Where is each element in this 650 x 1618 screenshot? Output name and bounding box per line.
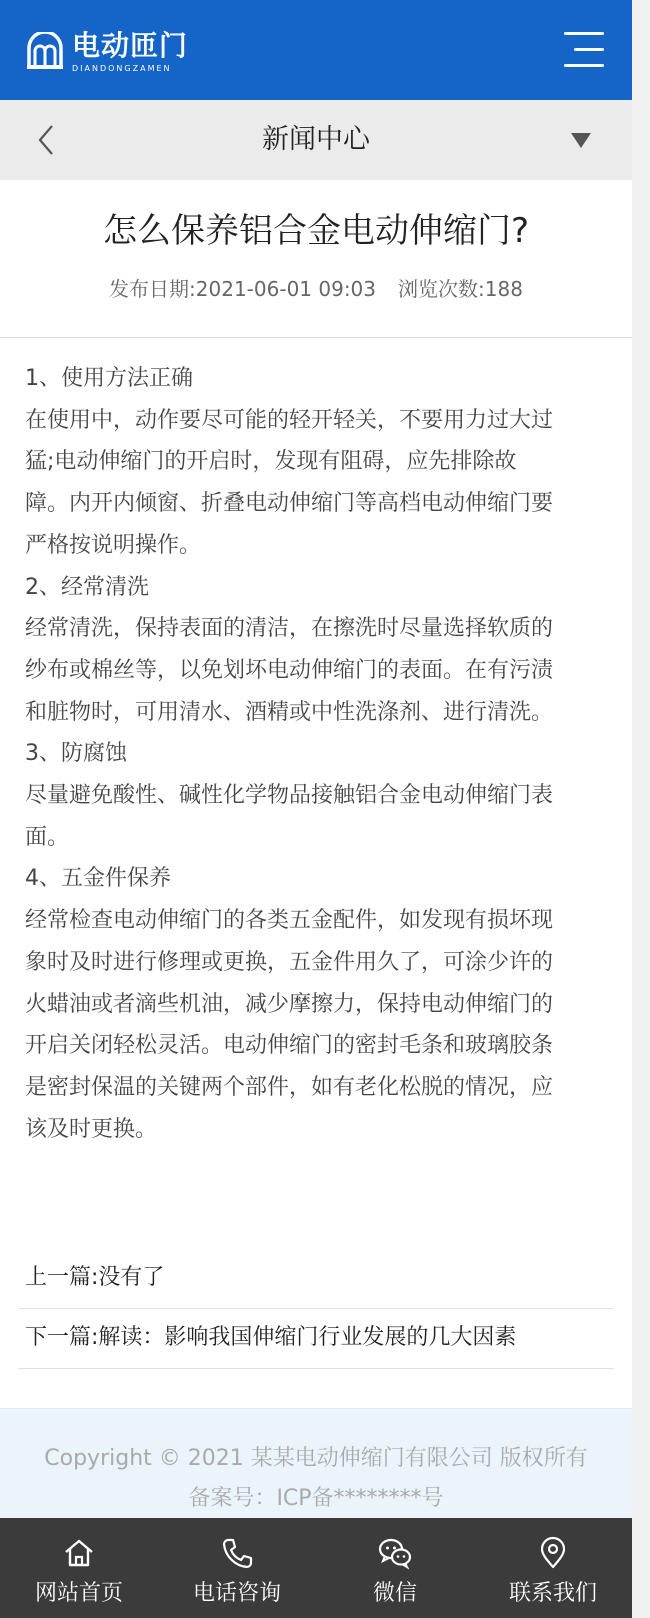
article-line: 纱布或棉丝等，以免划坏电动伸缩门的表面。在有污渍 bbox=[25, 657, 554, 683]
site-header bbox=[0, 0, 632, 100]
article-line: 火蜡油或者滴些机油，减少摩擦力，保持电动伸缩门的 bbox=[25, 991, 554, 1017]
logo[interactable] bbox=[26, 28, 188, 76]
nav-item-phone[interactable] bbox=[158, 1518, 316, 1618]
divider bbox=[0, 337, 632, 338]
article-line: 障。内开内倾窗、折叠电动伸缩门等高档电动伸缩门要 bbox=[25, 491, 554, 517]
nav-item-wechat[interactable] bbox=[316, 1518, 474, 1618]
article-line: 尽量避免酸性、碱性化学物品接触铝合金电动伸缩门表 bbox=[25, 783, 554, 809]
article-line: 3、防腐蚀 bbox=[25, 741, 127, 767]
phone-icon bbox=[220, 1536, 254, 1570]
article-line: 猛;电动伸缩门的开启时，发现有阻碍，应先排除故 bbox=[25, 449, 517, 475]
article-line: 该及时更换。 bbox=[25, 1116, 158, 1142]
prev-article-link[interactable] bbox=[18, 1248, 614, 1309]
triangle-down-icon[interactable] bbox=[568, 130, 594, 150]
nav-label: 联系我们 bbox=[508, 1581, 597, 1606]
copyright-text: Copyright © 2021 某某电动伸缩门有限公司 版权所有 bbox=[44, 1446, 588, 1471]
next-label: 下一篇: bbox=[25, 1325, 99, 1350]
section-title-bar bbox=[0, 100, 632, 180]
article-line: 4、五金件保养 bbox=[25, 866, 171, 892]
publish-date bbox=[109, 277, 376, 301]
article-line: 在使用中，动作要尽可能的轻开轻关，不要用力过大过 bbox=[25, 407, 554, 433]
logo-text: 电动匝门 bbox=[72, 29, 189, 62]
article-line: 2、经常清洗 bbox=[25, 574, 149, 600]
section-title: 新闻中心 bbox=[262, 124, 370, 155]
scrollbar[interactable] bbox=[632, 0, 650, 1618]
nav-label: 电话咨询 bbox=[192, 1581, 281, 1606]
prev-value: 没有了 bbox=[98, 1265, 165, 1290]
article-line: 严格按说明操作。 bbox=[25, 532, 202, 558]
bottom-nav bbox=[0, 1518, 632, 1618]
home-icon bbox=[62, 1536, 96, 1570]
article-line: 经常检查电动伸缩门的各类五金配件，如发现有损坏现 bbox=[25, 908, 554, 934]
view-count bbox=[398, 277, 523, 301]
next-value: 解读：影响我国伸缩门行业发展的几大因素 bbox=[98, 1325, 517, 1350]
article-line: 面。 bbox=[25, 824, 70, 850]
nav-label: 网站首页 bbox=[34, 1581, 123, 1606]
view-count-label: 浏览次数: bbox=[398, 277, 485, 301]
nav-item-contact[interactable] bbox=[474, 1518, 632, 1618]
next-article-link[interactable] bbox=[18, 1308, 614, 1369]
article-line: 是密封保温的关键两个部件，如有老化松脱的情况，应 bbox=[25, 1074, 554, 1100]
article-meta bbox=[0, 274, 632, 304]
view-count-value: 188 bbox=[484, 277, 523, 301]
article-line: 1、使用方法正确 bbox=[25, 366, 193, 391]
article-line: 经常清洗，保持表面的清洁，在擦洗时尽量选择软质的 bbox=[25, 616, 554, 642]
wechat-icon bbox=[378, 1536, 412, 1570]
article-line: 象时及时进行修理或更换，五金件用久了，可涂少许的 bbox=[25, 949, 554, 975]
location-pin-icon bbox=[536, 1536, 570, 1570]
nav-label: 微信 bbox=[372, 1581, 417, 1606]
nav-item-home[interactable] bbox=[0, 1518, 158, 1618]
logo-subtext: DIANDONGZAMEN bbox=[72, 64, 172, 73]
prev-label: 上一篇: bbox=[25, 1265, 99, 1290]
article-title: 怎么保养铝合金电动伸缩门? bbox=[102, 211, 530, 251]
logo-icon bbox=[26, 32, 64, 72]
chevron-left-icon[interactable] bbox=[30, 120, 66, 160]
article-body bbox=[25, 358, 607, 1150]
article-line: 开启关闭轻松灵活。电动伸缩门的密封毛条和玻璃胶条 bbox=[25, 1033, 554, 1059]
icp-text: 备案号：ICP备********号 bbox=[188, 1486, 444, 1511]
publish-date-label: 发布日期: bbox=[109, 277, 196, 301]
publish-date-value: 2021-06-01 09:03 bbox=[195, 277, 377, 301]
hamburger-menu-icon[interactable] bbox=[560, 30, 604, 70]
article-line: 和脏物时，可用清水、酒精或中性洗涤剂、进行清洗。 bbox=[25, 699, 554, 725]
site-footer bbox=[0, 1408, 632, 1519]
